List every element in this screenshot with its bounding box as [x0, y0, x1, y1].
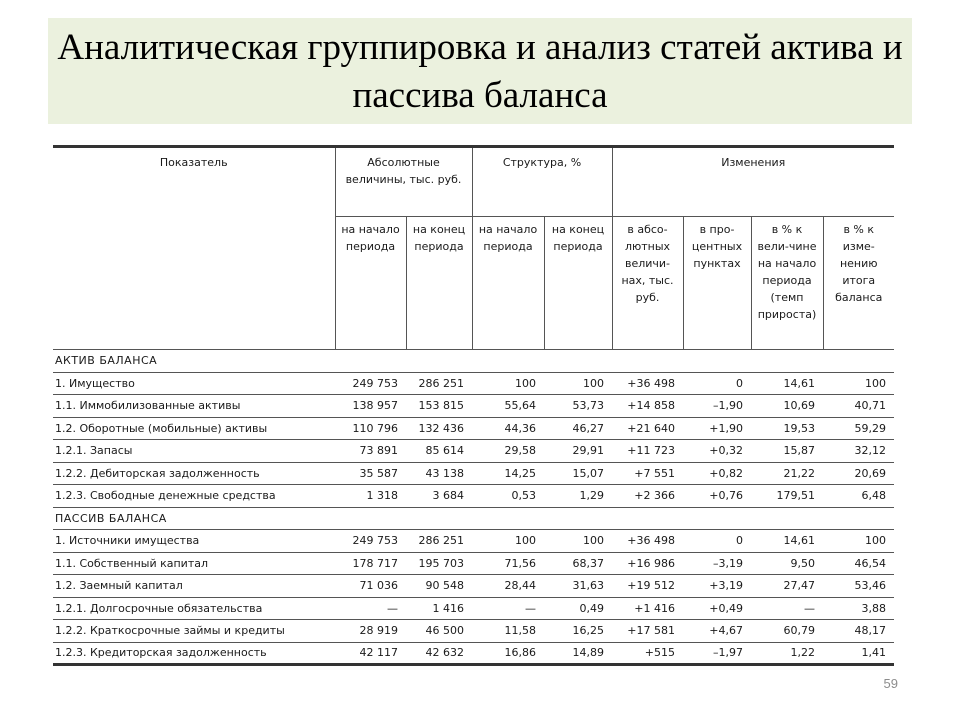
table-cell: 0,53 [472, 485, 544, 508]
table-cell: 0,49 [544, 597, 612, 620]
table-cell: +17 581 [612, 620, 683, 643]
table-cell: 14,89 [544, 642, 612, 665]
table-cell: 14,61 [751, 372, 823, 395]
table-cell: 21,22 [751, 462, 823, 485]
table-cell: — [472, 597, 544, 620]
table-cell: 59,29 [823, 417, 894, 440]
table-cell: 0 [683, 530, 751, 553]
slide-number: 59 [883, 676, 898, 691]
row-label: 1.2. Оборотные (мобильные) активы [53, 417, 335, 440]
table-cell: +36 498 [612, 372, 683, 395]
table-cell: 100 [544, 530, 612, 553]
subheader: в % к вели-чине на начало периода (темп прироста) [751, 217, 823, 350]
table-cell: 11,58 [472, 620, 544, 643]
table-cell: 68,37 [544, 552, 612, 575]
row-label: 1.2. Заемный капитал [53, 575, 335, 598]
table-cell: 178 717 [335, 552, 406, 575]
table-cell: 42 117 [335, 642, 406, 665]
table-cell: 73 891 [335, 440, 406, 463]
table-cell: 40,71 [823, 395, 894, 418]
table-cell: 14,25 [472, 462, 544, 485]
table-cell: 15,87 [751, 440, 823, 463]
table-row [53, 552, 894, 575]
row-label: 1. Имущество [53, 372, 335, 395]
row-label: 1.1. Собственный капитал [53, 552, 335, 575]
table-cell: +1,90 [683, 417, 751, 440]
table-cell: 153 815 [406, 395, 472, 418]
table-cell: 46,27 [544, 417, 612, 440]
table-cell: +16 986 [612, 552, 683, 575]
table-cell: 1,41 [823, 642, 894, 665]
table-row [53, 462, 894, 485]
table-cell: 71 036 [335, 575, 406, 598]
table-cell: 16,86 [472, 642, 544, 665]
table-row [53, 575, 894, 598]
table-cell: 29,58 [472, 440, 544, 463]
table-cell: +21 640 [612, 417, 683, 440]
table-cell: 1 416 [406, 597, 472, 620]
table-cell: 3 684 [406, 485, 472, 508]
header-changes: Изменения [612, 147, 894, 217]
table-cell: 286 251 [406, 530, 472, 553]
table-cell: — [335, 597, 406, 620]
table-cell: 28,44 [472, 575, 544, 598]
table-cell: 10,69 [751, 395, 823, 418]
table-cell: 90 548 [406, 575, 472, 598]
table-cell: — [751, 597, 823, 620]
table-cell: 32,12 [823, 440, 894, 463]
table-cell: 27,47 [751, 575, 823, 598]
row-label: 1.2.1. Запасы [53, 440, 335, 463]
table-cell: –1,90 [683, 395, 751, 418]
table-cell: +0,32 [683, 440, 751, 463]
table-cell: 110 796 [335, 417, 406, 440]
row-label: 1.1. Иммобилизованные активы [53, 395, 335, 418]
table-row [53, 372, 894, 395]
table-cell: 100 [544, 372, 612, 395]
table-cell: 179,51 [751, 485, 823, 508]
table-cell: 44,36 [472, 417, 544, 440]
table-cell: 60,79 [751, 620, 823, 643]
table-cell: 46,54 [823, 552, 894, 575]
table-cell: 53,73 [544, 395, 612, 418]
subheader: в % к изме-нению итога баланса [823, 217, 894, 350]
table-cell: 100 [472, 372, 544, 395]
balance-table [53, 145, 894, 666]
table-cell: 286 251 [406, 372, 472, 395]
row-label: 1.2.3. Свободные денежные средства [53, 485, 335, 508]
table-cell: –1,97 [683, 642, 751, 665]
table-cell: 16,25 [544, 620, 612, 643]
section-label: АКТИВ БАЛАНСА [53, 350, 894, 373]
subheader: на начало периода [472, 217, 544, 350]
table-row [53, 597, 894, 620]
table-cell: 100 [472, 530, 544, 553]
table-cell: +4,67 [683, 620, 751, 643]
table-cell: 3,88 [823, 597, 894, 620]
table-row [53, 485, 894, 508]
row-label: 1.2.2. Краткосрочные займы и кредиты [53, 620, 335, 643]
table-cell: +0,49 [683, 597, 751, 620]
section-label: ПАССИВ БАЛАНСА [53, 507, 894, 530]
table-cell: 138 957 [335, 395, 406, 418]
table-cell: 28 919 [335, 620, 406, 643]
table-cell: 31,63 [544, 575, 612, 598]
table-cell: 132 436 [406, 417, 472, 440]
table-cell: 100 [823, 530, 894, 553]
subheader: на начало периода [335, 217, 406, 350]
header-structure: Структура, % [472, 147, 612, 217]
table-cell: –3,19 [683, 552, 751, 575]
table-cell: +1 416 [612, 597, 683, 620]
table-cell: 249 753 [335, 372, 406, 395]
table-cell: 43 138 [406, 462, 472, 485]
subheader: в про-центных пунктах [683, 217, 751, 350]
subheader: в абсо-лютных величи-нах, тыс. руб. [612, 217, 683, 350]
slide-title: Аналитическая группировка и анализ статей актива и пассива баланса [57, 27, 903, 116]
table-row [53, 642, 894, 665]
header-absolute: Абсолютные величины, тыс. руб. [335, 147, 472, 217]
table-cell: +515 [612, 642, 683, 665]
row-label: 1.2.1. Долгосрочные обязательства [53, 597, 335, 620]
row-label: 1. Источники имущества [53, 530, 335, 553]
table-cell: +11 723 [612, 440, 683, 463]
row-label: 1.2.3. Кредиторская задолженность [53, 642, 335, 665]
table-cell: 195 703 [406, 552, 472, 575]
table-row [53, 440, 894, 463]
table-cell: 0 [683, 372, 751, 395]
table-cell: 46 500 [406, 620, 472, 643]
table-cell: +3,19 [683, 575, 751, 598]
subheader: на конец периода [406, 217, 472, 350]
section-row [53, 350, 894, 373]
table-cell: 15,07 [544, 462, 612, 485]
table-cell: +14 858 [612, 395, 683, 418]
table-cell: 42 632 [406, 642, 472, 665]
table-cell: 35 587 [335, 462, 406, 485]
table-cell: 9,50 [751, 552, 823, 575]
table-cell: +0,82 [683, 462, 751, 485]
table-cell: 14,61 [751, 530, 823, 553]
table-cell: 19,53 [751, 417, 823, 440]
table-cell: 1 318 [335, 485, 406, 508]
table-row [53, 395, 894, 418]
table-cell: 55,64 [472, 395, 544, 418]
table-cell: 249 753 [335, 530, 406, 553]
table-row [53, 620, 894, 643]
table-cell: +36 498 [612, 530, 683, 553]
header-indicator: Показатель [53, 147, 335, 350]
table-cell: +2 366 [612, 485, 683, 508]
table-cell: +7 551 [612, 462, 683, 485]
table-cell: 6,48 [823, 485, 894, 508]
subheader: на конец периода [544, 217, 612, 350]
table-cell: 100 [823, 372, 894, 395]
table-cell: 85 614 [406, 440, 472, 463]
table-cell: 48,17 [823, 620, 894, 643]
table-row [53, 417, 894, 440]
table-body [53, 350, 894, 665]
table-cell: 29,91 [544, 440, 612, 463]
table-cell: 71,56 [472, 552, 544, 575]
table-cell: +0,76 [683, 485, 751, 508]
table-cell: 1,22 [751, 642, 823, 665]
table-cell: 20,69 [823, 462, 894, 485]
section-row [53, 507, 894, 530]
table-row [53, 530, 894, 553]
row-label: 1.2.2. Дебиторская задолженность [53, 462, 335, 485]
table-cell: 53,46 [823, 575, 894, 598]
table-cell: 1,29 [544, 485, 612, 508]
table-cell: +19 512 [612, 575, 683, 598]
